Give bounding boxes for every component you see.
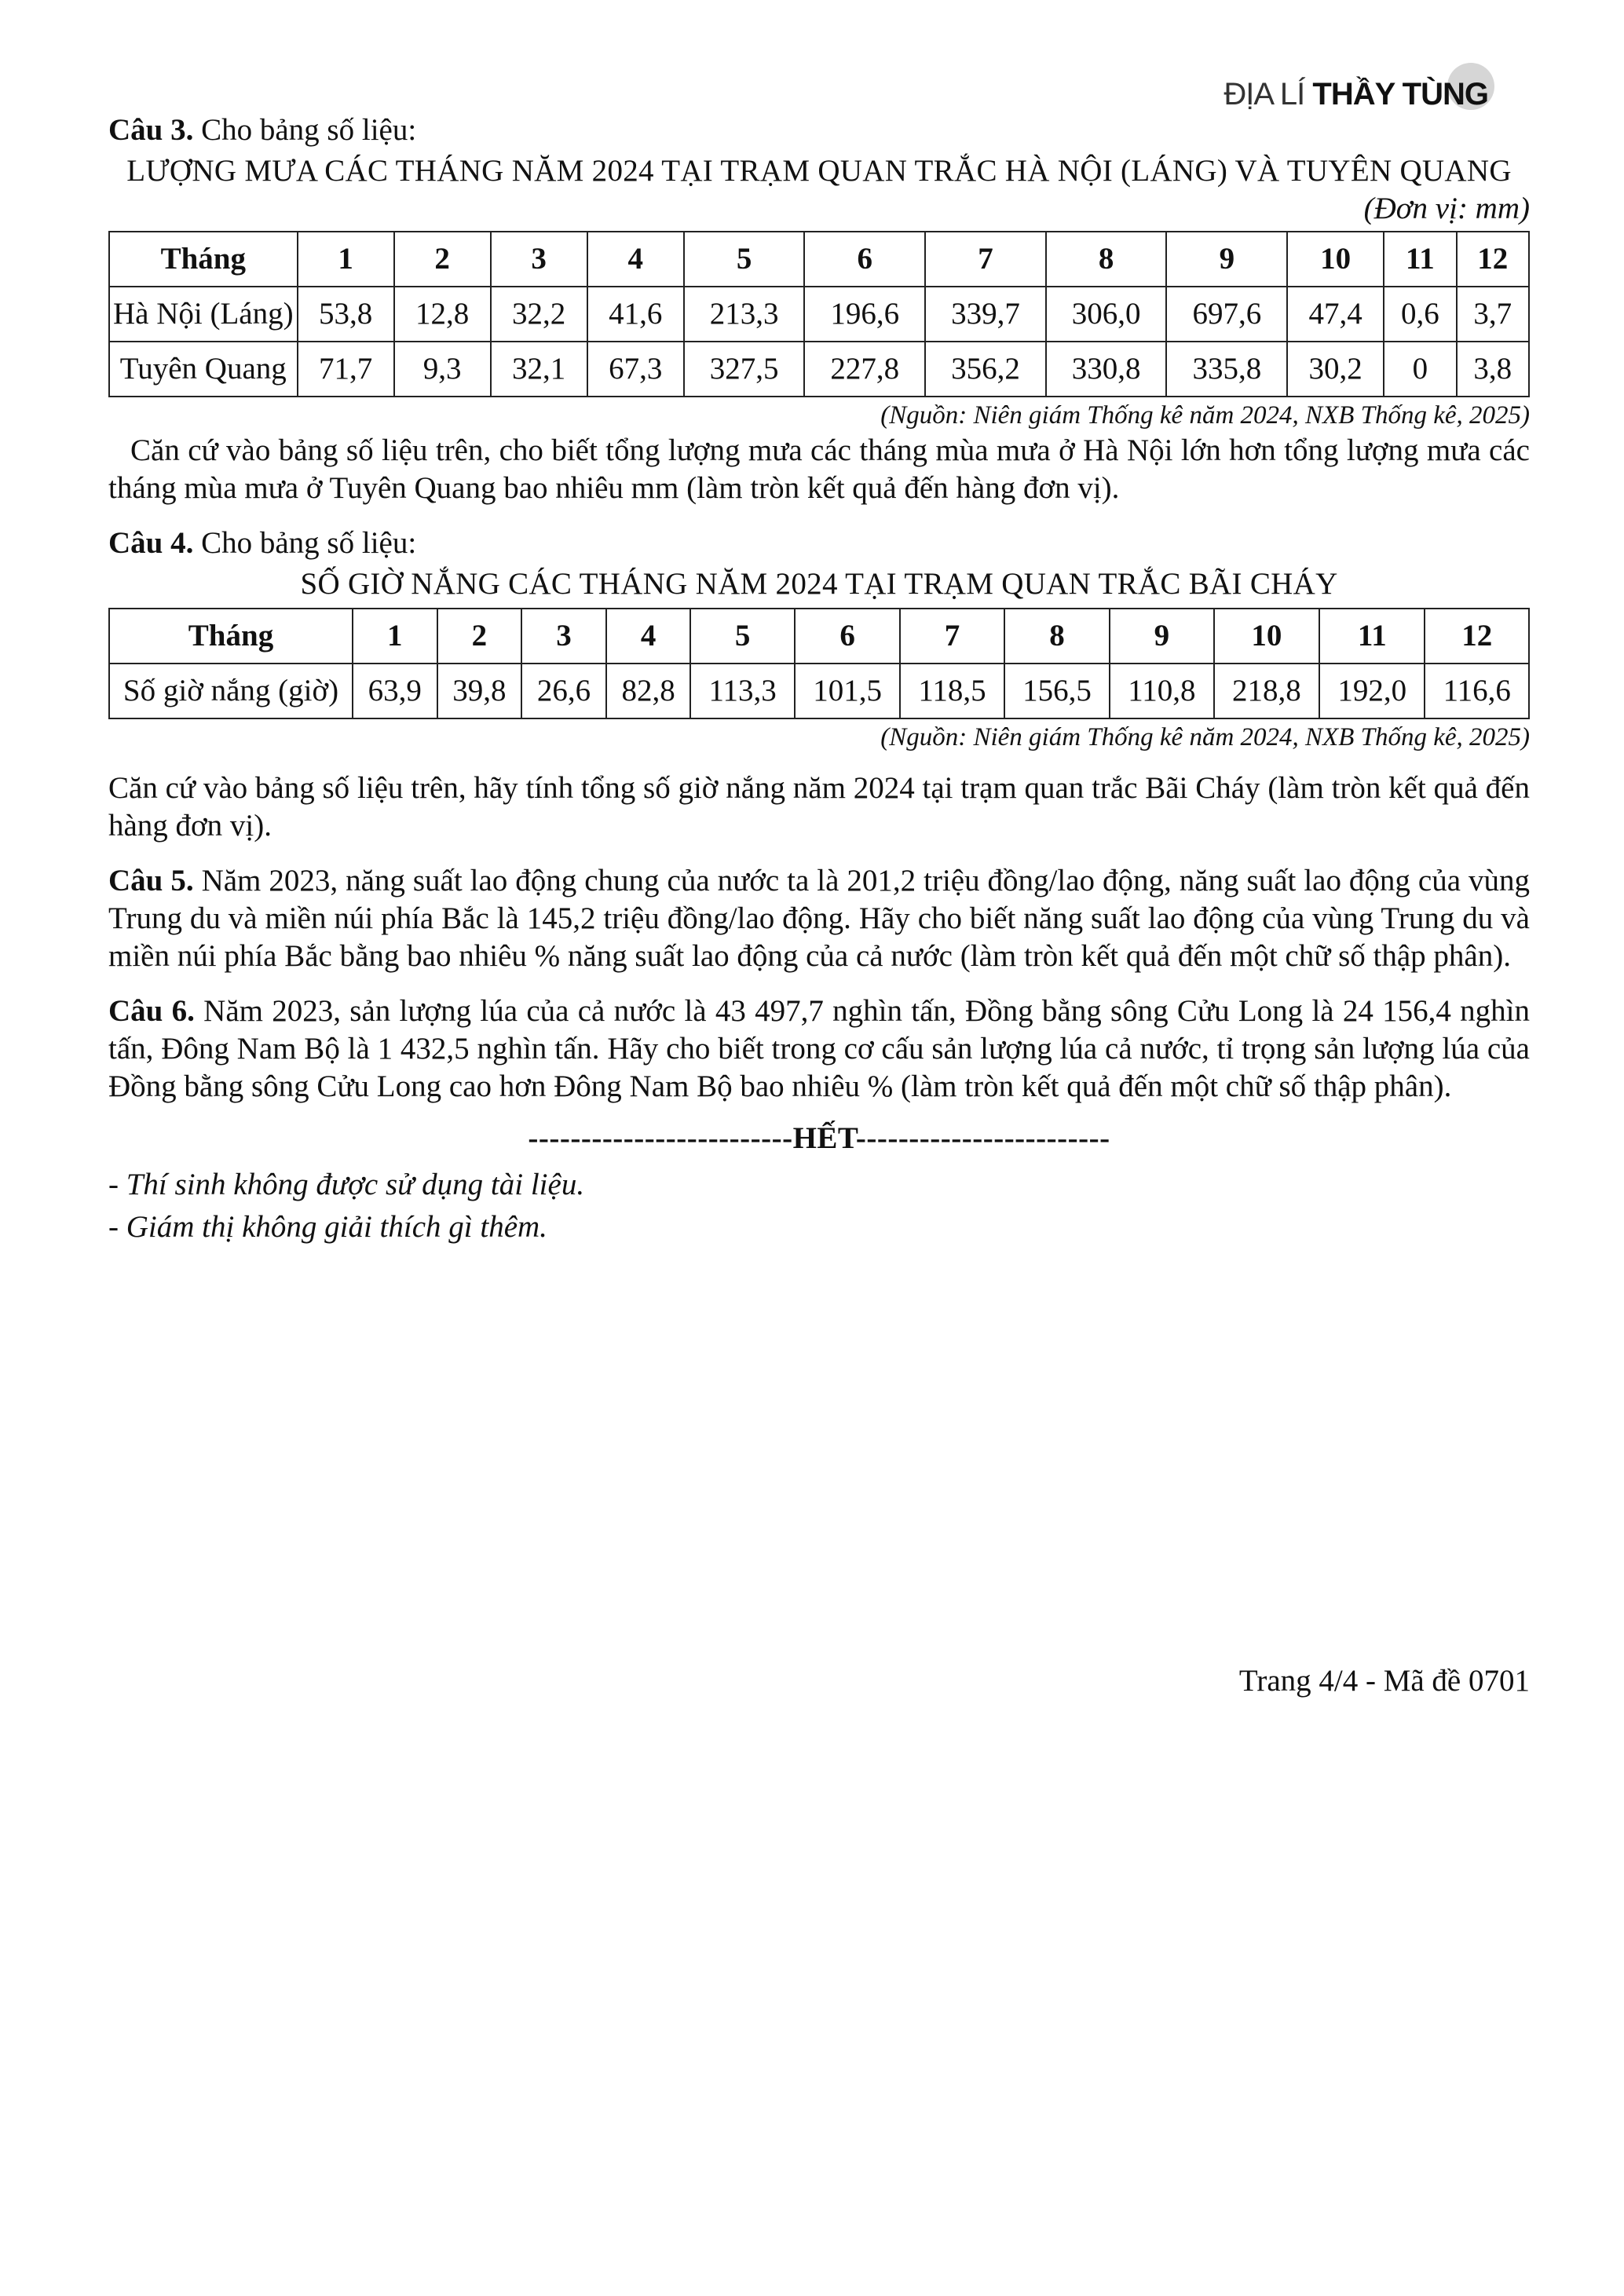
header-cell: 4 bbox=[587, 232, 684, 287]
sunshine-table bbox=[108, 608, 1530, 719]
q5-label: Câu 5. bbox=[108, 864, 194, 898]
note-item: - Giám thị không giải thích gì thêm. bbox=[108, 1210, 547, 1244]
header-cell: 7 bbox=[900, 609, 1004, 664]
table-cell: 227,8 bbox=[804, 342, 925, 397]
header-cell: 1 bbox=[298, 232, 394, 287]
table-cell: 41,6 bbox=[587, 287, 684, 342]
q6-paragraph bbox=[108, 993, 1530, 1106]
table-cell: 218,8 bbox=[1214, 664, 1319, 718]
logo-text bbox=[1223, 77, 1488, 112]
q3-label: Câu 3. bbox=[108, 113, 194, 147]
header-cell: 12 bbox=[1457, 232, 1529, 287]
table-cell: 26,6 bbox=[521, 664, 606, 718]
header-cell: 11 bbox=[1319, 609, 1425, 664]
q3-heading bbox=[108, 112, 1530, 149]
table-header-row bbox=[109, 232, 1529, 287]
table-cell: 697,6 bbox=[1166, 287, 1287, 342]
header-cell: 8 bbox=[1046, 232, 1167, 287]
header-cell: 4 bbox=[606, 609, 691, 664]
table-cell: 356,2 bbox=[925, 342, 1046, 397]
row-label: Hà Nội (Láng) bbox=[109, 287, 298, 342]
header-cell: 3 bbox=[521, 609, 606, 664]
header-cell: 1 bbox=[353, 609, 437, 664]
page-footer: Trang 4/4 - Mã đề 0701 bbox=[1238, 1664, 1530, 1698]
table-cell: 12,8 bbox=[394, 287, 491, 342]
q4-question: Căn cứ vào bảng số liệu trên, hãy tính tổng số giờ nắng năm 2024 tại trạm quan trắc Bãi Cháy (làm tròn kết quả đến hàng đơn vị). bbox=[108, 771, 1530, 843]
header-cell: 10 bbox=[1287, 232, 1384, 287]
table-cell: 53,8 bbox=[298, 287, 394, 342]
q3-table-title: LƯỢNG MƯA CÁC THÁNG NĂM 2024 TẠI TRẠM QUAN TRẮC HÀ NỘI (LÁNG) VÀ TUYÊN QUANG bbox=[126, 154, 1512, 188]
table-cell: 196,6 bbox=[804, 287, 925, 342]
header-cell: 12 bbox=[1425, 609, 1529, 664]
header-cell: Tháng bbox=[109, 232, 298, 287]
table-cell: 67,3 bbox=[587, 342, 684, 397]
table-cell: 118,5 bbox=[900, 664, 1004, 718]
q3-source: (Nguồn: Niên giám Thống kê năm 2024, NXB Thống kê, 2025) bbox=[880, 401, 1530, 430]
table-row bbox=[109, 664, 1529, 718]
table-cell: 213,3 bbox=[684, 287, 805, 342]
logo-part2: THẦY TÙNG bbox=[1312, 77, 1488, 112]
table-cell: 0 bbox=[1384, 342, 1456, 397]
logo-part1: ĐỊA LÍ bbox=[1223, 77, 1305, 112]
table-cell: 192,0 bbox=[1319, 664, 1425, 718]
q4-heading bbox=[108, 525, 1530, 562]
table-cell: 30,2 bbox=[1287, 342, 1384, 397]
q4-table-title: SỐ GIỜ NẮNG CÁC THÁNG NĂM 2024 TẠI TRẠM QUAN TRẮC BÃI CHÁY bbox=[300, 567, 1338, 601]
table-cell: 335,8 bbox=[1166, 342, 1287, 397]
table-cell: 110,8 bbox=[1110, 664, 1213, 718]
table-header-row bbox=[109, 609, 1529, 664]
table-cell: 0,6 bbox=[1384, 287, 1456, 342]
table-cell: 63,9 bbox=[353, 664, 437, 718]
q3-unit: (Đơn vị: mm) bbox=[1363, 192, 1530, 225]
header-cell: 2 bbox=[437, 609, 522, 664]
rainfall-table bbox=[108, 231, 1530, 397]
header-cell: 10 bbox=[1214, 609, 1319, 664]
q4-intro: Cho bảng số liệu: bbox=[201, 526, 417, 560]
header-cell: 8 bbox=[1004, 609, 1110, 664]
exam-page bbox=[108, 112, 1530, 1249]
q6-text: Năm 2023, sản lượng lúa của cả nước là 43 497,7 nghìn tấn, Đồng bằng sông Cửu Long là 24 156,4 nghìn tấn, Đông Nam Bộ là 1 432,5 nghìn tấn. Hãy cho biết trong cơ cấu sản lượng lúa cả nước, tỉ trọng sản lượng lúa của Đồng bằng sông Cửu Long cao hơn Đông Nam Bộ bao nhiêu % (làm tròn kết quả đến một chữ số thập phân). bbox=[108, 994, 1531, 1103]
table-cell: 101,5 bbox=[795, 664, 900, 718]
table-row bbox=[109, 287, 1529, 342]
table-row bbox=[109, 342, 1529, 397]
table-cell: 32,1 bbox=[491, 342, 587, 397]
header-cell: 6 bbox=[804, 232, 925, 287]
table-cell: 3,8 bbox=[1457, 342, 1529, 397]
table-cell: 82,8 bbox=[606, 664, 691, 718]
header-cell: 2 bbox=[394, 232, 491, 287]
table-cell: 327,5 bbox=[684, 342, 805, 397]
header-cell: 7 bbox=[925, 232, 1046, 287]
table-cell: 156,5 bbox=[1004, 664, 1110, 718]
end-marker: -------------------------HẾT------------------------ bbox=[528, 1121, 1110, 1155]
header-cell: 9 bbox=[1166, 232, 1287, 287]
table-cell: 113,3 bbox=[690, 664, 794, 718]
table-cell: 39,8 bbox=[437, 664, 522, 718]
header-cell: 5 bbox=[684, 232, 805, 287]
note-item: - Thí sinh không được sử dụng tài liệu. bbox=[108, 1168, 585, 1201]
header-cell: 9 bbox=[1110, 609, 1213, 664]
table-cell: 330,8 bbox=[1046, 342, 1167, 397]
q6-label: Câu 6. bbox=[108, 994, 195, 1028]
q5-paragraph bbox=[108, 862, 1530, 975]
header-cell: Tháng bbox=[109, 609, 353, 664]
table-cell: 3,7 bbox=[1457, 287, 1529, 342]
table-cell: 32,2 bbox=[491, 287, 587, 342]
header-cell: 5 bbox=[690, 609, 794, 664]
header-cell: 6 bbox=[795, 609, 900, 664]
table-cell: 306,0 bbox=[1046, 287, 1167, 342]
table-cell: 9,3 bbox=[394, 342, 491, 397]
q3-question: Căn cứ vào bảng số liệu trên, cho biết tổng lượng mưa các tháng mùa mưa ở Hà Nội lớn hơn tổng lượng mưa các tháng mùa mưa ở Tuyên Quang bao nhiêu mm (làm tròn kết quả đến hàng đơn vị). bbox=[108, 433, 1530, 505]
header-cell: 3 bbox=[491, 232, 587, 287]
q4-source: (Nguồn: Niên giám Thống kê năm 2024, NXB Thống kê, 2025) bbox=[880, 723, 1530, 751]
table-cell: 47,4 bbox=[1287, 287, 1384, 342]
table-cell: 71,7 bbox=[298, 342, 394, 397]
table-cell: 339,7 bbox=[925, 287, 1046, 342]
q4-label: Câu 4. bbox=[108, 526, 194, 560]
header-cell: 11 bbox=[1384, 232, 1456, 287]
q5-text: Năm 2023, năng suất lao động chung của nước ta là 201,2 triệu đồng/lao động, năng suất lao động của vùng Trung du và miền núi phía Bắc là 145,2 triệu đồng/lao động. Hãy cho biết năng suất lao động của vùng Trung du và miền núi phía Bắc bằng bao nhiêu % năng suất lao động của cả nước (làm tròn kết quả đến một chữ số thập phân). bbox=[108, 864, 1531, 973]
row-label: Số giờ nắng (giờ) bbox=[109, 664, 353, 718]
table-cell: 116,6 bbox=[1425, 664, 1529, 718]
row-label: Tuyên Quang bbox=[109, 342, 298, 397]
q3-intro: Cho bảng số liệu: bbox=[201, 113, 417, 147]
